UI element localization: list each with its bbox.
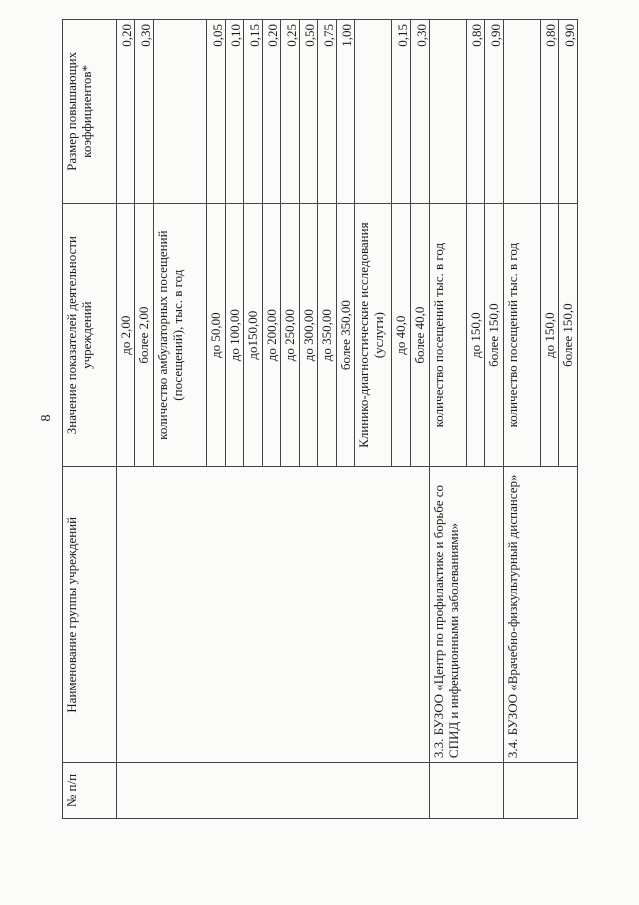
num-cell [429, 763, 503, 819]
table-row [429, 20, 466, 819]
coef-cell: 0,80 [466, 20, 485, 204]
coef-cell: 0,25 [281, 20, 300, 204]
coef-cell [429, 20, 466, 204]
header-coef: Размер повышающих коэффициентов* [63, 20, 117, 204]
indicator-cell: до 150,0 [466, 203, 485, 467]
indicator-cell: Клинико-диагностические исследования (услуги) [355, 203, 392, 467]
group-name-3-4: 3.4. БУЗОО «Врачебно-физкультурный диспансер» [503, 467, 577, 763]
indicator-cell: до 50,00 [207, 203, 226, 467]
coefficients-table [62, 19, 578, 819]
coef-cell: 0,30 [135, 20, 154, 204]
coef-cell: 0,90 [485, 20, 504, 204]
indicator-cell: до 40,0 [392, 203, 411, 467]
coef-cell: 0,15 [392, 20, 411, 204]
indicator-cell: до 100,00 [225, 203, 244, 467]
coef-cell: 0,75 [318, 20, 337, 204]
coef-cell: 0,90 [559, 20, 578, 204]
group-name-cell [116, 467, 429, 763]
indicator-cell: более 150,0 [485, 203, 504, 467]
coef-cell [355, 20, 392, 204]
coef-cell: 0,15 [244, 20, 263, 204]
indicator-cell: количество посещений тыс. в год [429, 203, 466, 467]
indicator-cell: более 40,0 [411, 203, 430, 467]
indicator-cell: до 150,0 [540, 203, 559, 467]
table-row [503, 20, 540, 819]
indicator-cell: до150,00 [244, 203, 263, 467]
coef-cell: 1,00 [336, 20, 355, 204]
header-indicator: Значение показателей деятельности учреждений [63, 203, 117, 467]
indicator-cell: более 150,0 [559, 203, 578, 467]
coef-cell [153, 20, 207, 204]
rotated-table-wrapper [62, 19, 578, 819]
indicator-cell: количество амбулаторных посещений (посещений), тыс. в год [153, 203, 207, 467]
coef-cell: 0,05 [207, 20, 226, 204]
coef-cell: 0,10 [225, 20, 244, 204]
indicator-cell: до 250,00 [281, 203, 300, 467]
num-cell [503, 763, 577, 819]
indicator-cell: до 350,00 [318, 203, 337, 467]
page-number: 8 [39, 414, 54, 422]
table-row [116, 20, 135, 819]
indicator-cell: до 300,00 [299, 203, 318, 467]
indicator-cell: более 2,00 [135, 203, 154, 467]
header-num: № п/п [63, 763, 117, 819]
coef-cell: 0,20 [262, 20, 281, 204]
indicator-cell: более 350,00 [336, 203, 355, 467]
header-row [63, 20, 117, 819]
coef-cell: 0,50 [299, 20, 318, 204]
group-name-3-3: 3.3. БУЗОО «Центр по профилактике и борьбе со СПИД и инфекционными заболеваниями» [429, 467, 503, 763]
num-cell [116, 763, 429, 819]
coef-cell: 0,30 [411, 20, 430, 204]
coef-cell: 0,80 [540, 20, 559, 204]
indicator-cell: до 200,00 [262, 203, 281, 467]
header-name: Наименование группы учреждений [63, 467, 117, 763]
coef-cell [503, 20, 540, 204]
coef-cell: 0,20 [116, 20, 135, 204]
indicator-cell: количество посещений тыс. в год [503, 203, 540, 467]
indicator-cell: до 2,00 [116, 203, 135, 467]
